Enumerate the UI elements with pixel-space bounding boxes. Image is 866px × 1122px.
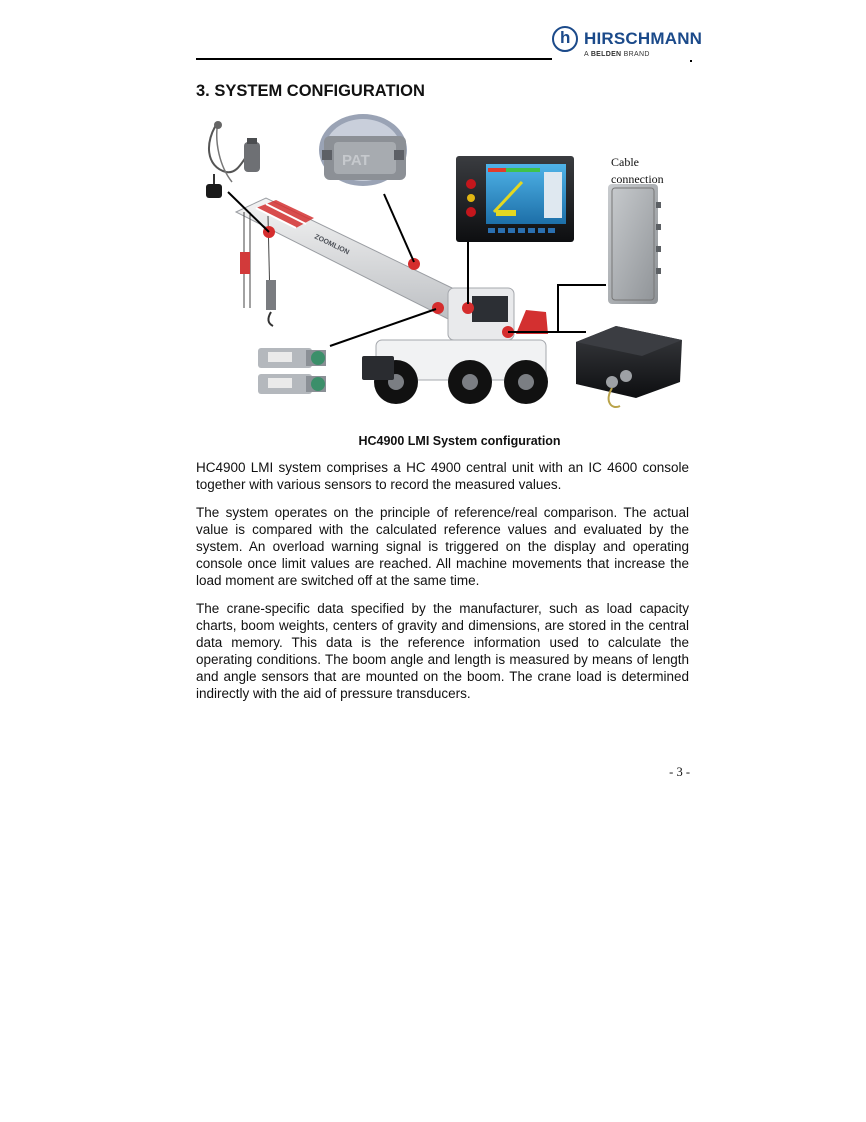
console-display-image: [456, 156, 574, 242]
logo-brand-sub: [584, 51, 650, 58]
hirschmann-logo: [552, 26, 703, 62]
cable-connection-label: [611, 154, 664, 188]
pressure-transducers-image: [258, 348, 326, 394]
page-number: - 3 -: [669, 765, 690, 779]
cable-label-line1: Cable: [611, 155, 639, 169]
paragraph-intro: HC4900 LMI system comprises a HC 4900 central unit with an IC 4600 console together with various sensors to record the measured values.: [196, 460, 689, 492]
logo-sub-suffix: BRAND: [621, 51, 650, 58]
logo-letter: h: [560, 28, 571, 47]
section-title: 3. SYSTEM CONFIGURATION: [196, 82, 425, 100]
figure-caption: HC4900 LMI System configuration: [358, 434, 561, 448]
cable-label-line2: connection: [611, 172, 664, 186]
boom-label: ZOOMLION: [313, 233, 351, 257]
angle-sensor-image: [206, 121, 260, 198]
logo-brand-name: HIRSCHMANN: [584, 29, 703, 48]
logo-sub-bold: BELDEN: [590, 51, 622, 58]
hirschmann-logo-icon: [552, 26, 578, 52]
paragraph-crane-data: The crane-specific data specified by the manufacturer, such as load capacity charts, boom weights, centers of gravity and dimensions, are stored in the central data memory. This data is the reference information used to calculate the operating conditions. The boom angle and length is measured by means of length and angle sensors that are mounted on the boom. The crane load is determined indirectly with the aid of pressure transducers.: [196, 601, 689, 701]
central-unit-image: [608, 184, 661, 304]
paragraph-operation: The system operates on the principle of reference/real comparison. The actual value is compared with the calculated reference values and evaluated by the system. An overload warning signal is triggered on the display and operating console once limit values are reached. All machine movements that increase the load moment are switched off at the same time.: [196, 505, 689, 588]
junction-box-image: [576, 326, 682, 407]
logo-sub-prefix: A: [584, 51, 591, 58]
header-rule: [196, 58, 552, 60]
drum-label: PAT: [342, 152, 370, 169]
length-sensor-drum-image: [319, 114, 407, 186]
marker-cylinder: [432, 302, 444, 314]
